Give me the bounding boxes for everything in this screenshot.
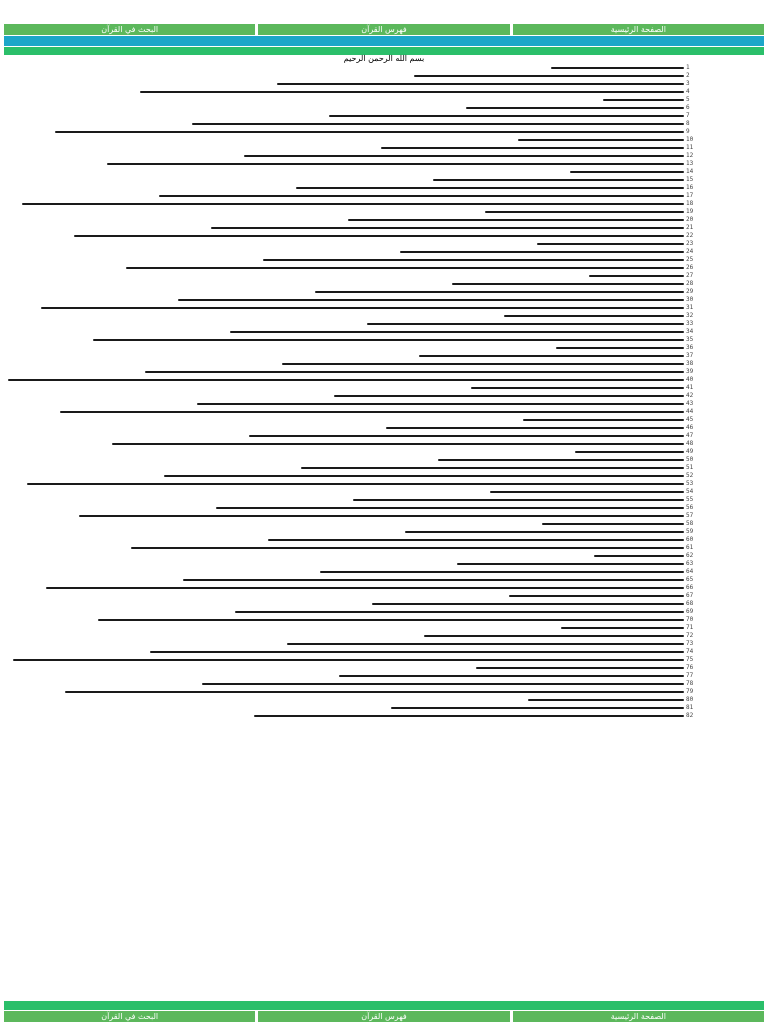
- verse-item: [0, 416, 700, 424]
- verse-item: [0, 392, 700, 400]
- verse-item: [0, 512, 700, 520]
- verse-item: [0, 232, 700, 240]
- verse-item: [0, 128, 700, 136]
- verse-number: 59: [686, 528, 694, 535]
- verse-item: [0, 304, 700, 312]
- verse-text: [13, 659, 684, 661]
- verse-number: 20: [686, 216, 694, 223]
- verse-text: [518, 139, 684, 141]
- verse-text: [112, 443, 684, 445]
- verse-item: [0, 424, 700, 432]
- verse-number: 80: [686, 696, 694, 703]
- verse-number: 1: [686, 64, 690, 71]
- verse-text: [140, 91, 684, 93]
- verse-text: [192, 123, 684, 125]
- verse-item: [0, 184, 700, 192]
- verse-text: [438, 459, 684, 461]
- verse-text: [353, 499, 684, 501]
- verse-number: 74: [686, 648, 694, 655]
- verse-number: 25: [686, 256, 694, 263]
- verse-item: [0, 168, 700, 176]
- verse-text: [504, 315, 684, 317]
- verse-item: [0, 248, 700, 256]
- verse-number: 24: [686, 248, 694, 255]
- verse-number: 30: [686, 296, 694, 303]
- verse-item: [0, 176, 700, 184]
- verse-number: 36: [686, 344, 694, 351]
- verse-text: [287, 643, 684, 645]
- verse-item: [0, 88, 700, 96]
- verse-number: 81: [686, 704, 694, 711]
- verse-text: [93, 339, 684, 341]
- verse-text: [27, 483, 684, 485]
- verse-number: 6: [686, 104, 690, 111]
- verse-number: 22: [686, 232, 694, 239]
- verse-number: 62: [686, 552, 694, 559]
- verse-text: [509, 595, 684, 597]
- verse-text: [471, 387, 684, 389]
- verse-item: [0, 368, 700, 376]
- bottom-surah-nav-bar: [4, 1001, 764, 1010]
- verse-text: [570, 171, 684, 173]
- nav-index-button[interactable]: فهرس القرآن: [258, 24, 509, 35]
- verse-number: 27: [686, 272, 694, 279]
- verse-text: [405, 531, 684, 533]
- verse-text: [424, 635, 684, 637]
- verse-number: 70: [686, 616, 694, 623]
- verse-item: [0, 400, 700, 408]
- verse-number: 14: [686, 168, 694, 175]
- verse-text: [594, 555, 684, 557]
- bottom-nav-search-button[interactable]: البحث في القرآن: [4, 1011, 255, 1022]
- nav-home-button[interactable]: الصفحة الرئيسية: [513, 24, 764, 35]
- verse-number: 7: [686, 112, 690, 119]
- verse-number: 75: [686, 656, 694, 663]
- verse-item: [0, 344, 700, 352]
- verse-text: [339, 675, 684, 677]
- verse-text: [150, 651, 684, 653]
- verse-text: [466, 107, 684, 109]
- verse-text: [98, 619, 684, 621]
- verse-text: [41, 307, 684, 309]
- verse-item: [0, 552, 700, 560]
- verse-number: 37: [686, 352, 694, 359]
- verse-item: [0, 208, 700, 216]
- verse-item: [0, 112, 700, 120]
- verse-item: [0, 632, 700, 640]
- verse-item: [0, 192, 700, 200]
- verse-text: [556, 347, 684, 349]
- verse-text: [197, 403, 684, 405]
- verse-item: [0, 472, 700, 480]
- verse-text: [235, 611, 684, 613]
- verse-number: 3: [686, 80, 690, 87]
- verse-item: [0, 408, 700, 416]
- verse-item: [0, 200, 700, 208]
- verse-item: [0, 520, 700, 528]
- verse-number: 60: [686, 536, 694, 543]
- verse-number: 48: [686, 440, 694, 447]
- verse-number: 49: [686, 448, 694, 455]
- verse-number: 21: [686, 224, 694, 231]
- verse-number: 76: [686, 664, 694, 671]
- basmala: بسم الله الرحمن الرحيم: [343, 54, 425, 63]
- verse-item: [0, 144, 700, 152]
- verse-text: [22, 203, 684, 205]
- verse-number: 34: [686, 328, 694, 335]
- verse-text: [55, 131, 684, 133]
- verse-item: [0, 624, 700, 632]
- verse-text: [315, 291, 684, 293]
- verse-text: [65, 691, 684, 693]
- verse-text: [433, 179, 684, 181]
- verse-number: 47: [686, 432, 694, 439]
- verse-text: [476, 667, 684, 669]
- top-nav: [4, 24, 764, 35]
- verse-item: [0, 376, 700, 384]
- verse-item: [0, 696, 700, 704]
- verse-number: 82: [686, 712, 694, 719]
- verse-number: 73: [686, 640, 694, 647]
- verse-text: [277, 83, 684, 85]
- verse-number: 79: [686, 688, 694, 695]
- verse-text: [249, 435, 684, 437]
- verse-number: 5: [686, 96, 690, 103]
- verse-item: [0, 448, 700, 456]
- verse-text: [74, 235, 684, 237]
- verse-item: [0, 704, 700, 712]
- verse-number: 71: [686, 624, 694, 631]
- verse-number: 29: [686, 288, 694, 295]
- verse-item: [0, 688, 700, 696]
- verse-text: [589, 275, 684, 277]
- verse-text: [159, 195, 684, 197]
- verse-text: [372, 603, 684, 605]
- verse-item: [0, 576, 700, 584]
- verse-text: [296, 187, 684, 189]
- verse-text: [211, 227, 684, 229]
- verse-item: [0, 120, 700, 128]
- verse-number: 33: [686, 320, 694, 327]
- verse-text: [348, 219, 684, 221]
- verse-number: 28: [686, 280, 694, 287]
- verse-item: [0, 96, 700, 104]
- verse-text: [386, 427, 684, 429]
- verse-text: [457, 563, 684, 565]
- verse-text: [334, 395, 684, 397]
- verse-item: [0, 352, 700, 360]
- verse-item: [0, 272, 700, 280]
- verse-item: [0, 488, 700, 496]
- verse-item: [0, 104, 700, 112]
- verse-item: [0, 664, 700, 672]
- verse-item: [0, 320, 700, 328]
- verse-text: [244, 155, 684, 157]
- verse-number: 54: [686, 488, 694, 495]
- verse-text: [230, 331, 684, 333]
- verse-number: 8: [686, 120, 690, 127]
- verse-item: [0, 456, 700, 464]
- verse-item: [0, 440, 700, 448]
- verse-item: [0, 256, 700, 264]
- verse-text: [381, 147, 684, 149]
- verse-text: [400, 251, 684, 253]
- verse-item: [0, 72, 700, 80]
- verse-text: [367, 323, 684, 325]
- verse-number: 53: [686, 480, 694, 487]
- verse-number: 19: [686, 208, 694, 215]
- verse-text: [391, 707, 684, 709]
- verse-text: [202, 683, 684, 685]
- verse-number: 52: [686, 472, 694, 479]
- verse-item: [0, 432, 700, 440]
- verse-item: [0, 672, 700, 680]
- verse-item: [0, 136, 700, 144]
- verse-text: [145, 371, 684, 373]
- verse-text: [216, 507, 684, 509]
- verse-number: 9: [686, 128, 690, 135]
- verse-number: 45: [686, 416, 694, 423]
- verse-number: 12: [686, 152, 694, 159]
- verse-item: [0, 464, 700, 472]
- verse-text: [452, 283, 684, 285]
- verse-item: [0, 296, 700, 304]
- verse-item: [0, 528, 700, 536]
- bottom-nav-index-button[interactable]: فهرس القرآن: [258, 1011, 509, 1022]
- nav-search-button[interactable]: البحث في القرآن: [4, 24, 255, 35]
- verse-number: 44: [686, 408, 694, 415]
- verse-number: 68: [686, 600, 694, 607]
- verse-text: [542, 523, 684, 525]
- verse-item: [0, 224, 700, 232]
- verse-number: 67: [686, 592, 694, 599]
- verse-text: [490, 491, 684, 493]
- verse-number: 17: [686, 192, 694, 199]
- verse-item: [0, 608, 700, 616]
- verse-item: [0, 160, 700, 168]
- verse-text: [329, 115, 684, 117]
- verse-item: [0, 288, 700, 296]
- verse-number: 18: [686, 200, 694, 207]
- verse-number: 58: [686, 520, 694, 527]
- verse-list: [0, 64, 700, 720]
- verse-item: [0, 712, 700, 720]
- verse-item: [0, 480, 700, 488]
- verse-number: 4: [686, 88, 690, 95]
- verse-item: [0, 568, 700, 576]
- verse-item: [0, 336, 700, 344]
- verse-item: [0, 384, 700, 392]
- verse-number: 41: [686, 384, 694, 391]
- verse-number: 64: [686, 568, 694, 575]
- verse-item: [0, 64, 700, 72]
- verse-text: [79, 515, 684, 517]
- verse-text: [575, 451, 684, 453]
- verse-number: 39: [686, 368, 694, 375]
- verse-number: 10: [686, 136, 694, 143]
- verse-item: [0, 584, 700, 592]
- verse-item: [0, 680, 700, 688]
- verse-text: [8, 379, 684, 381]
- verse-number: 46: [686, 424, 694, 431]
- verse-text: [46, 587, 684, 589]
- verse-text: [268, 539, 684, 541]
- verse-number: 50: [686, 456, 694, 463]
- verse-number: 56: [686, 504, 694, 511]
- verse-item: [0, 536, 700, 544]
- verse-text: [537, 243, 684, 245]
- verse-number: 66: [686, 584, 694, 591]
- verse-item: [0, 496, 700, 504]
- verse-item: [0, 152, 700, 160]
- verse-item: [0, 560, 700, 568]
- verse-number: 38: [686, 360, 694, 367]
- bottom-nav: [4, 1011, 764, 1022]
- verse-number: 63: [686, 560, 694, 567]
- verse-text: [561, 627, 684, 629]
- bottom-nav-home-button[interactable]: الصفحة الرئيسية: [513, 1011, 764, 1022]
- verse-text: [178, 299, 684, 301]
- verse-number: 51: [686, 464, 694, 471]
- verse-item: [0, 648, 700, 656]
- verse-number: 61: [686, 544, 694, 551]
- verse-item: [0, 216, 700, 224]
- verse-item: [0, 544, 700, 552]
- verse-text: [254, 715, 684, 717]
- verse-item: [0, 80, 700, 88]
- verse-number: 11: [686, 144, 694, 151]
- verse-item: [0, 264, 700, 272]
- verse-number: 23: [686, 240, 694, 247]
- verse-text: [263, 259, 684, 261]
- verse-text: [131, 547, 684, 549]
- verse-number: 16: [686, 184, 694, 191]
- verse-item: [0, 656, 700, 664]
- verse-number: 26: [686, 264, 694, 271]
- verse-number: 13: [686, 160, 694, 167]
- verse-number: 31: [686, 304, 694, 311]
- surah-nav-bar: [4, 36, 764, 46]
- verse-number: 57: [686, 512, 694, 519]
- verse-item: [0, 312, 700, 320]
- verse-text: [107, 163, 684, 165]
- verse-text: [414, 75, 684, 77]
- verse-number: 35: [686, 336, 694, 343]
- verse-number: 69: [686, 608, 694, 615]
- verse-item: [0, 600, 700, 608]
- verse-text: [551, 67, 684, 69]
- verse-number: 32: [686, 312, 694, 319]
- verse-item: [0, 240, 700, 248]
- verse-item: [0, 504, 700, 512]
- verse-number: 15: [686, 176, 694, 183]
- verse-item: [0, 640, 700, 648]
- verse-text: [320, 571, 684, 573]
- verse-number: 78: [686, 680, 694, 687]
- verse-text: [60, 411, 684, 413]
- verse-text: [126, 267, 684, 269]
- verse-number: 77: [686, 672, 694, 679]
- verse-text: [603, 99, 684, 101]
- verse-item: [0, 360, 700, 368]
- verse-item: [0, 616, 700, 624]
- verse-number: 72: [686, 632, 694, 639]
- verse-item: [0, 592, 700, 600]
- verse-number: 43: [686, 400, 694, 407]
- verse-text: [282, 363, 684, 365]
- verse-text: [164, 475, 684, 477]
- verse-text: [528, 699, 684, 701]
- verse-number: 65: [686, 576, 694, 583]
- verse-number: 55: [686, 496, 694, 503]
- verse-text: [301, 467, 684, 469]
- verse-item: [0, 280, 700, 288]
- verse-text: [485, 211, 684, 213]
- verse-item: [0, 328, 700, 336]
- verse-text: [183, 579, 684, 581]
- verse-text: [419, 355, 684, 357]
- verse-number: 40: [686, 376, 694, 383]
- verse-number: 42: [686, 392, 694, 399]
- verse-text: [523, 419, 684, 421]
- verse-number: 2: [686, 72, 690, 79]
